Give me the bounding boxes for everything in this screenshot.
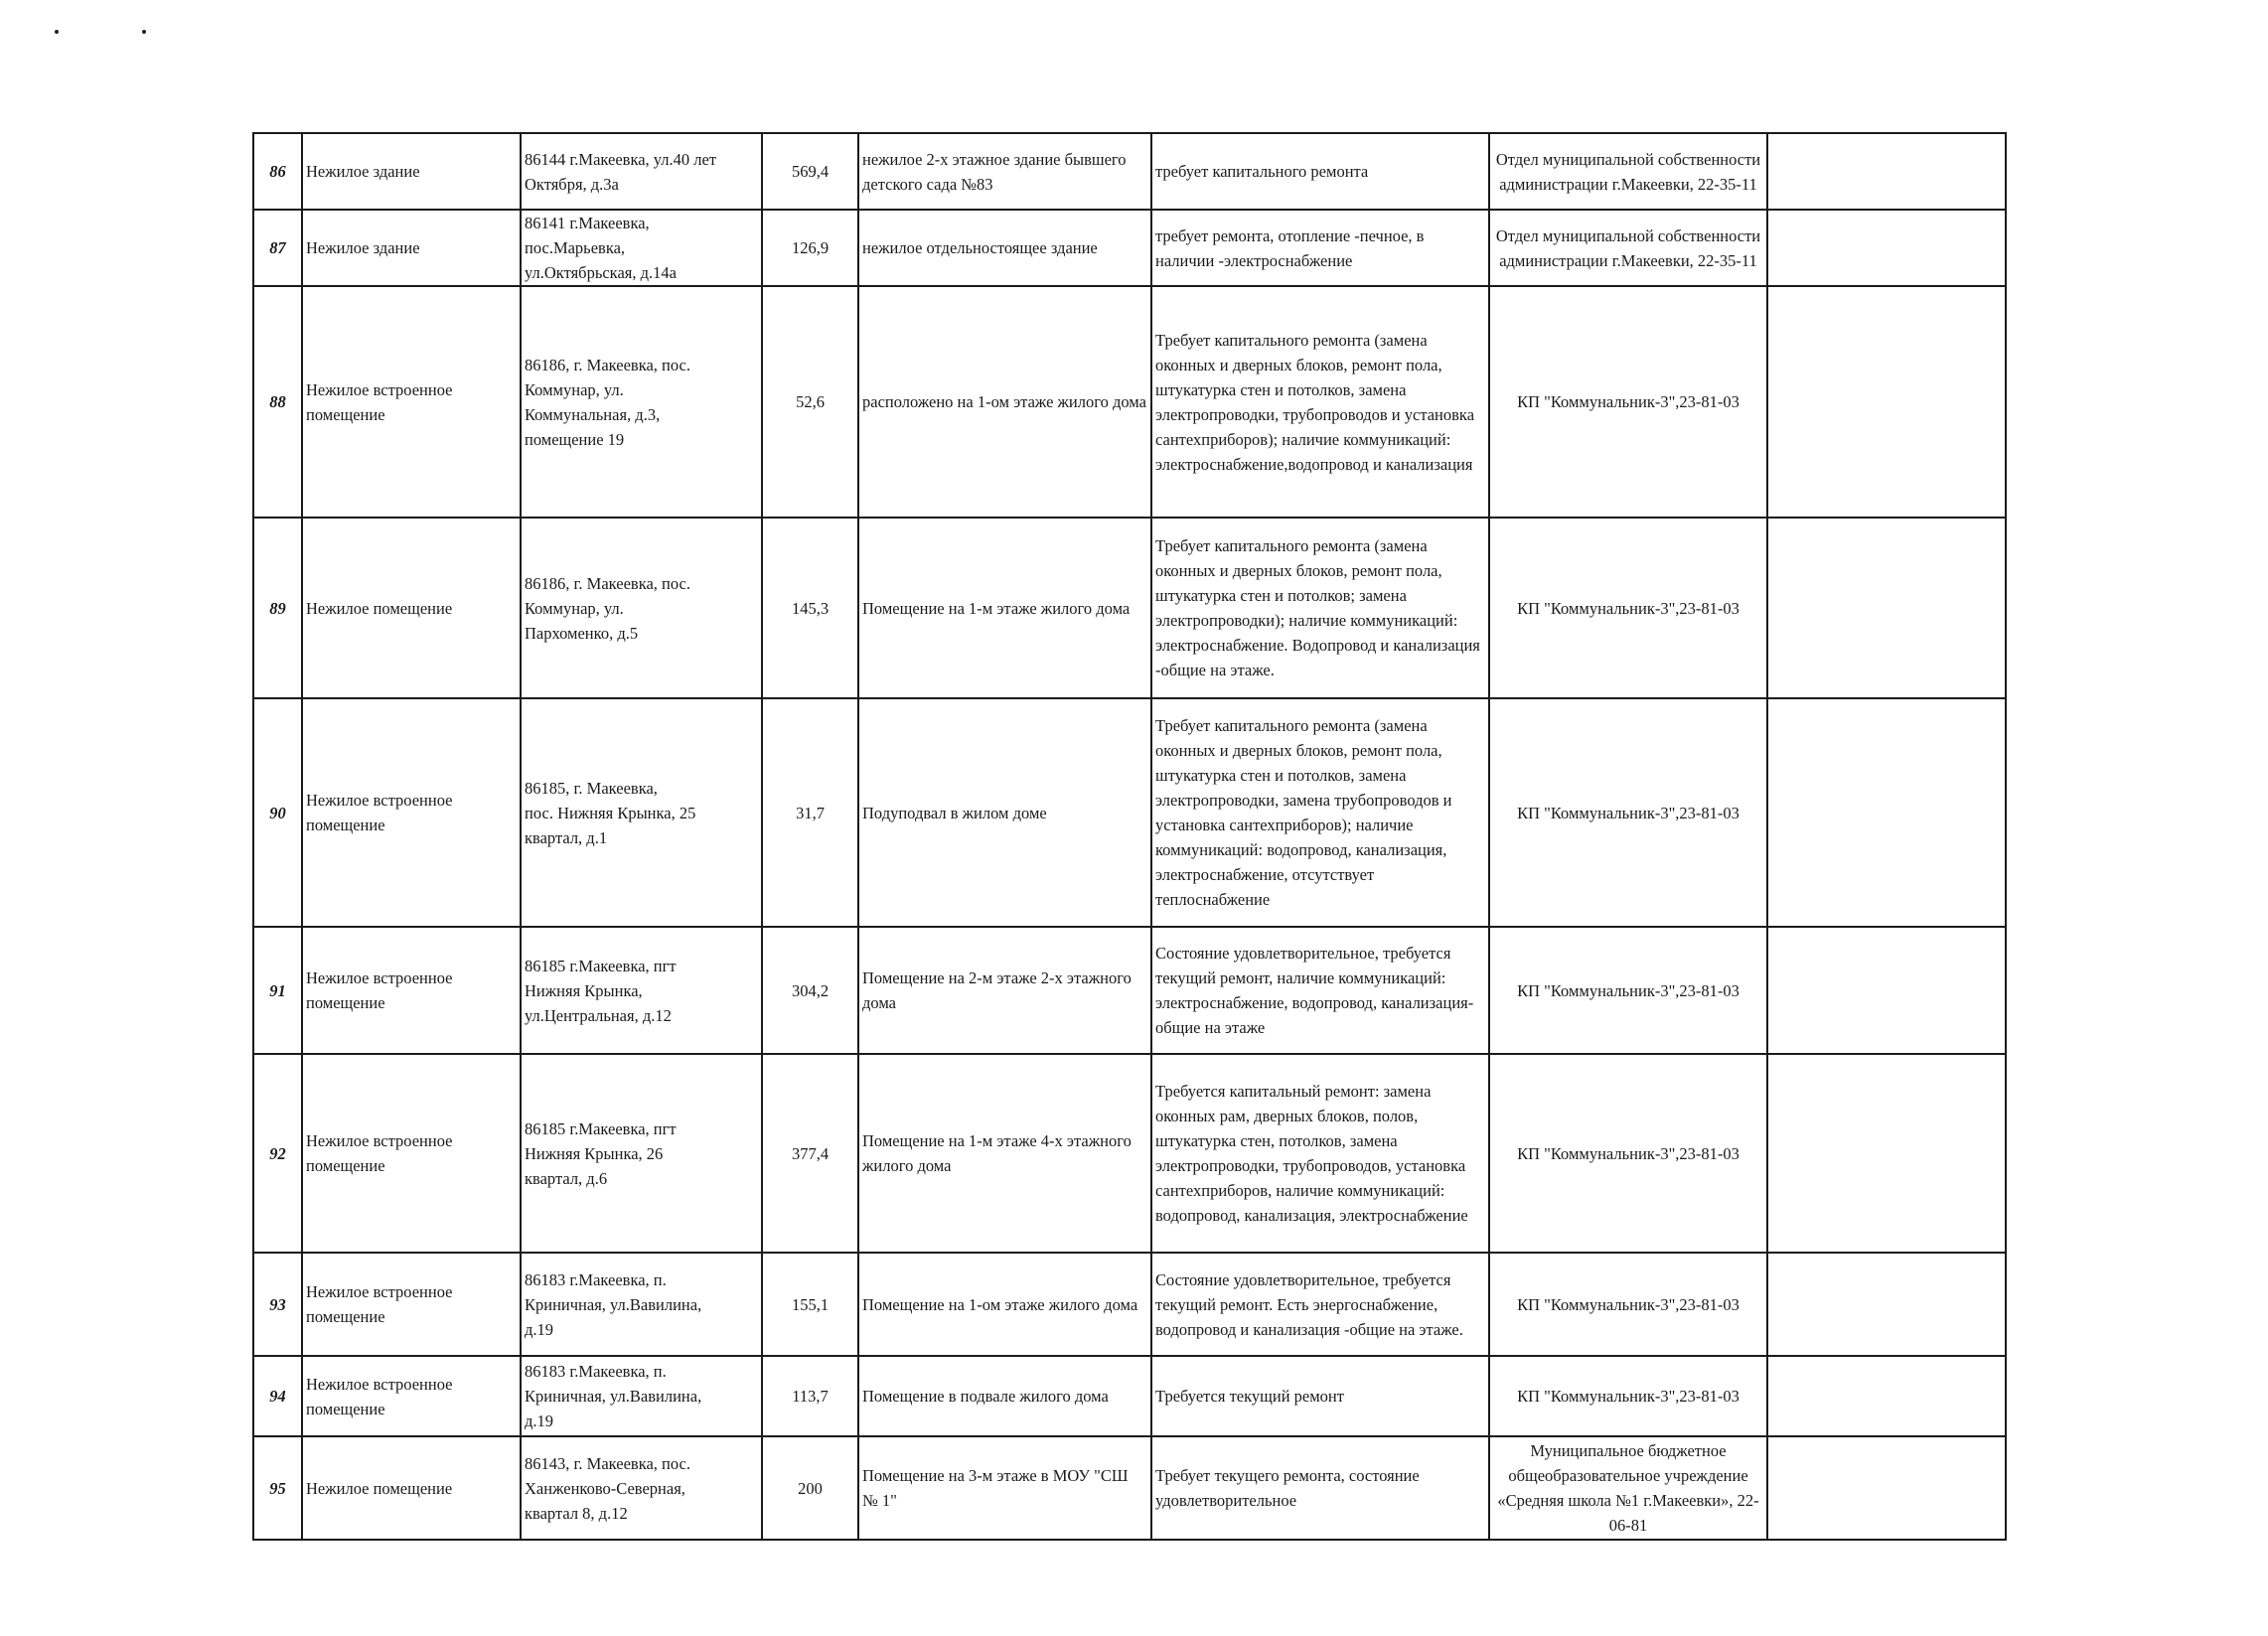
object-name: Нежилое здание <box>302 210 521 286</box>
note-cell <box>1767 210 2006 286</box>
row-number: 92 <box>253 1054 302 1253</box>
row-number: 88 <box>253 286 302 518</box>
object-address: 86144 г.Макеевка, ул.40 лет Октября, д.3а <box>521 133 762 210</box>
row-number: 95 <box>253 1436 302 1540</box>
scan-mark-dot <box>55 30 59 34</box>
table-row <box>253 1436 2006 1540</box>
object-address: 86185 г.Макеевка, пгт Нижняя Крынка, 26 квартал, д.6 <box>521 1054 762 1253</box>
balance-holder: КП "Коммунальник-3",23-81-03 <box>1489 1356 1767 1436</box>
table-body <box>253 133 2006 1540</box>
object-description: Подуподвал в жилом доме <box>858 698 1151 927</box>
object-address: 86185, г. Макеевка, пос. Нижняя Крынка, 25 квартал, д.1 <box>521 698 762 927</box>
balance-holder: КП "Коммунальник-3",23-81-03 <box>1489 927 1767 1054</box>
object-condition: Требует капитального ремонта (замена оконных и дверных блоков, ремонт пола, штукатурка стен и потолков, замена электропроводки, замена трубопроводов и установка сантехприборов); наличие коммуникаций: водопровод, канализация, электроснабжение, отсутствует теплоснабжение <box>1151 698 1489 927</box>
balance-holder: КП "Коммунальник-3",23-81-03 <box>1489 698 1767 927</box>
object-condition: Требует капитального ремонта (замена оконных и дверных блоков, ремонт пола, штукатурка стен и потолков; замена электропроводки); наличие коммуникаций: электроснабжение. Водопровод и канализация -общие на этаже. <box>1151 518 1489 698</box>
object-name: Нежилое встроенное помещение <box>302 1054 521 1253</box>
object-condition: Требуется текущий ремонт <box>1151 1356 1489 1436</box>
object-description: Помещение на 1-м этаже жилого дома <box>858 518 1151 698</box>
object-condition: требует ремонта, отопление -печное, в наличии -электроснабжение <box>1151 210 1489 286</box>
table-row <box>253 927 2006 1054</box>
object-name: Нежилое встроенное помещение <box>302 698 521 927</box>
object-area: 155,1 <box>762 1253 858 1356</box>
object-description: Помещение в подвале жилого дома <box>858 1356 1151 1436</box>
note-cell <box>1767 1253 2006 1356</box>
object-area: 569,4 <box>762 133 858 210</box>
table-row <box>253 1356 2006 1436</box>
table-row <box>253 698 2006 927</box>
object-condition: Требуется капитальный ремонт: замена оконных рам, дверных блоков, полов, штукатурка стен, потолков, замена электропроводки, трубопроводов, установка сантехприборов, наличие коммуникаций: водопровод, канализация, электроснабжение <box>1151 1054 1489 1253</box>
object-condition: Требует капитального ремонта (замена оконных и дверных блоков, ремонт пола, штукатурка стен и потолков, замена электропроводки, трубопроводов и установка сантехприборов); наличие коммуникаций: электроснабжение,водопровод и канализация <box>1151 286 1489 518</box>
object-condition: требует капитального ремонта <box>1151 133 1489 210</box>
note-cell <box>1767 1356 2006 1436</box>
object-description: Помещение на 1-м этаже 4-х этажного жилого дома <box>858 1054 1151 1253</box>
object-address: 86186, г. Макеевка, пос. Коммунар, ул. Коммунальная, д.3, помещение 19 <box>521 286 762 518</box>
object-area: 31,7 <box>762 698 858 927</box>
object-area: 145,3 <box>762 518 858 698</box>
object-address: 86143, г. Макеевка, пос. Ханженково-Северная, квартал 8, д.12 <box>521 1436 762 1540</box>
object-address: 86186, г. Макеевка, пос. Коммунар, ул. Пархоменко, д.5 <box>521 518 762 698</box>
object-area: 200 <box>762 1436 858 1540</box>
table-row <box>253 1054 2006 1253</box>
object-description: нежилое 2-х этажное здание бывшего детского сада №83 <box>858 133 1151 210</box>
row-number: 90 <box>253 698 302 927</box>
table-row <box>253 1253 2006 1356</box>
object-description: Помещение на 3-м этаже в МОУ "СШ № 1" <box>858 1436 1151 1540</box>
object-name: Нежилое помещение <box>302 1436 521 1540</box>
balance-holder: Отдел муниципальной собственности администрации г.Макеевки, 22-35-11 <box>1489 133 1767 210</box>
object-condition: Требует текущего ремонта, состояние удовлетворительное <box>1151 1436 1489 1540</box>
note-cell <box>1767 927 2006 1054</box>
table-row <box>253 286 2006 518</box>
object-address: 86183 г.Макеевка, п. Криничная, ул.Вавилина, д.19 <box>521 1356 762 1436</box>
note-cell <box>1767 1436 2006 1540</box>
scan-mark-dot <box>142 30 146 34</box>
object-address: 86141 г.Макеевка, пос.Марьевка, ул.Октябрьская, д.14а <box>521 210 762 286</box>
balance-holder: КП "Коммунальник-3",23-81-03 <box>1489 518 1767 698</box>
object-description: нежилое отдельностоящее здание <box>858 210 1151 286</box>
object-name: Нежилое помещение <box>302 518 521 698</box>
object-address: 86185 г.Макеевка, пгт Нижняя Крынка, ул.Центральная, д.12 <box>521 927 762 1054</box>
object-condition: Состояние удовлетворительное, требуется текущий ремонт, наличие коммуникаций: электроснабжение, водопровод, канализация- общие на этаже <box>1151 927 1489 1054</box>
row-number: 91 <box>253 927 302 1054</box>
object-description: расположено на 1-ом этаже жилого дома <box>858 286 1151 518</box>
note-cell <box>1767 1054 2006 1253</box>
object-address: 86183 г.Макеевка, п. Криничная, ул.Вавилина, д.19 <box>521 1253 762 1356</box>
table-row <box>253 518 2006 698</box>
row-number: 87 <box>253 210 302 286</box>
object-name: Нежилое встроенное помещение <box>302 1253 521 1356</box>
object-area: 377,4 <box>762 1054 858 1253</box>
balance-holder: КП "Коммунальник-3",23-81-03 <box>1489 286 1767 518</box>
note-cell <box>1767 133 2006 210</box>
table-row <box>253 210 2006 286</box>
balance-holder: Отдел муниципальной собственности администрации г.Макеевки, 22-35-11 <box>1489 210 1767 286</box>
note-cell <box>1767 698 2006 927</box>
balance-holder: КП "Коммунальник-3",23-81-03 <box>1489 1054 1767 1253</box>
object-description: Помещение на 2-м этаже 2-х этажного дома <box>858 927 1151 1054</box>
row-number: 86 <box>253 133 302 210</box>
object-area: 304,2 <box>762 927 858 1054</box>
object-name: Нежилое здание <box>302 133 521 210</box>
object-area: 113,7 <box>762 1356 858 1436</box>
row-number: 93 <box>253 1253 302 1356</box>
object-condition: Состояние удовлетворительное, требуется текущий ремонт. Есть энергоснабжение, водопровод и канализация -общие на этаже. <box>1151 1253 1489 1356</box>
row-number: 89 <box>253 518 302 698</box>
balance-holder: Муниципальное бюджетное общеобразовательное учреждение «Средняя школа №1 г.Макеевки», 22-06-81 <box>1489 1436 1767 1540</box>
note-cell <box>1767 518 2006 698</box>
object-name: Нежилое встроенное помещение <box>302 927 521 1054</box>
table-row <box>253 133 2006 210</box>
object-name: Нежилое встроенное помещение <box>302 1356 521 1436</box>
property-table <box>252 132 2007 1541</box>
note-cell <box>1767 286 2006 518</box>
object-area: 126,9 <box>762 210 858 286</box>
balance-holder: КП "Коммунальник-3",23-81-03 <box>1489 1253 1767 1356</box>
object-area: 52,6 <box>762 286 858 518</box>
object-name: Нежилое встроенное помещение <box>302 286 521 518</box>
row-number: 94 <box>253 1356 302 1436</box>
object-description: Помещение на 1-ом этаже жилого дома <box>858 1253 1151 1356</box>
